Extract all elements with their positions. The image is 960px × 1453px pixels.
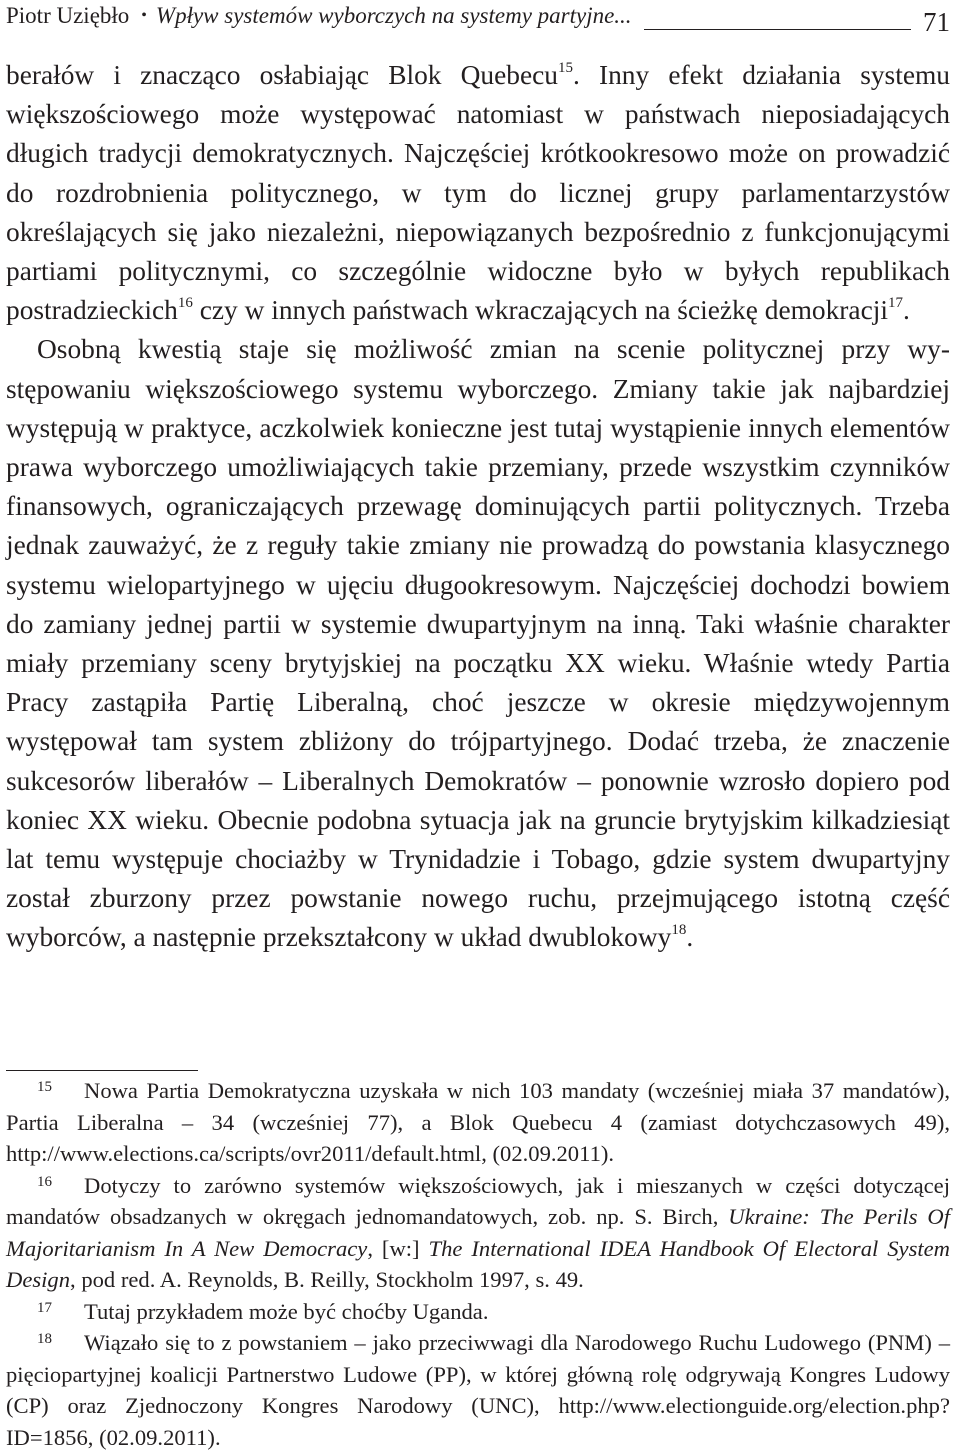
footnote-17: 17 Tutaj przykładem może być choćby Uganda. (37, 1298, 489, 1324)
footnote-text: Tutaj przykładem może być choćby Uganda. (84, 1298, 489, 1324)
footnote-text: Nowa Partia Demokratyczna uzyskała w nich 103 mandaty (wcześniej miała 37 mandatów), Partia Liberalna – 34 (wcześniej 77), a Blok Quebecu 4 (zamiast dotychczasowych 49), http://www.elections.ca/scripts/ovr2011/default.html, (02.09.2011). (6, 1078, 950, 1166)
footnote-ref-18: 18 (671, 922, 687, 939)
footnote-text-part-a: Dotyczy to zarówno systemów większościowych, jak i mieszanych w części dotyczącej mandatów obsadzanych w okręgach jednomandatowych, zob. np. S. Birch, (6, 1172, 950, 1229)
paragraph-2 (6, 330, 950, 957)
footnote-15: 15 Nowa Partia Demokratyczna uzyskała w nich 103 mandaty (wcześniej miała 37 mandatów), Partia Liberalna – 34 (wcześniej 77), a Blok Quebecu 4 (zamiast dotychczasowych 49), http://www.elections.ca/scripts/ovr2011/default.html, (02.09.2011). (6, 1078, 950, 1166)
running-header (6, 0, 950, 40)
header-author: Piotr Uziębło (6, 3, 130, 28)
footnote-italic-title-a: Ukraine: The Perils Of Majoritarianism In A New Democracy (6, 1204, 950, 1261)
footnote-separator (6, 1070, 198, 1071)
footnote-italic-title-b: The International IDEA Handbook Of Electoral System Design (6, 1235, 950, 1292)
footnote-ref-15: 15 (557, 60, 573, 76)
main-text (6, 56, 950, 958)
footnote-text-part-b: , [w:] (367, 1235, 429, 1261)
paragraph-1-part-a: berałów i znacząco osłabiając Blok Quebecu (6, 60, 558, 90)
paragraph-2-part-b: . (686, 922, 694, 953)
footnote-ref-17: 17 (887, 295, 903, 312)
footnotes (6, 1075, 950, 1453)
footnote-text: Wiązało się to z powstaniem – jako przeciwwagi dla Narodowego Ruchu Ludowego (PNM) – pięciopartyjnej koalicji Partnerstwo Ludowe (PP), w której główną rolę odgrywają Kongres Ludowy (CP) oraz Zjednoczony Kongres Narodowy (UNC), http://www.electionguide.org/election.php?ID=1856, (02.09.2011). (6, 1330, 950, 1450)
bullet-icon: • (141, 7, 147, 24)
header-left (6, 2, 644, 30)
paragraph-2-part-a: Osobną kwestią staje się możliwość zmian na scenie politycznej przy występowaniu większościowego systemu wyborczego. Zmiany takie jak najbardziej występują w praktyce, aczkolwiek konieczne jest tutaj wystąpienie innych elementów prawa wyborczego umożliwiających takie przemiany, przede wszystkim czynników finansowych, ograniczających przewagę dominujących partii politycznych. Trzeba jednak zauważyć, że z reguły takie zmiany nie prowadzą do powstania klasycznego systemu wielopartyjnego w ujęciu długookresowym. Najczęściej dochodzi bowiem do zamiany jednej partii w systemie dwupartyjnym na inną. Taki właśnie charakter miały przemiany sceny brytyjskiej na początku XX wieku. Właśnie wtedy Partia Pracy zastąpiła Partię Liberalną, choć jeszcze w okresie międzywojennym występował tam system zbliżony do trójpartyjnego. Dodać trzeba, że znaczenie sukcesorów liberałów – Liberalnych Demokratów – ponownie wzrosło dopiero pod koniec XX wieku. Obecnie podobna sytuacja jak na gruncie brytyjskim kilkadziesiąt lat temu występuje chociażby w Trynidadzie i Tobago, gdzie system dwupartyjny został zburzony przez powstanie nowego ruchu, przejmującego istotną część wyborców, a następnie przekształcony w układ dwublokowy (6, 334, 950, 953)
header-title: Wpływ systemów wyborczych na systemy partyjne... (155, 3, 632, 28)
paragraph-1 (6, 56, 950, 330)
paragraph-1-part-b: . Inny efekt działania systemu większościowego może występować natomiast w państwach nieposiadających długich tradycji demokratycznych. Najczęściej krótkookresowo może on prowadzić do rozdrobnienia politycznego, w tym do licznej grupy parlamentarzystów określających się jako niezależni, niepowiązanych bezpośrednio z funkcjonującymi partiami politycznymi, co szczególnie widoczne było w byłych republikach postradzieckich (6, 60, 950, 326)
footnote-text-part-c: , pod red. A. Reynolds, B. Reilly, Stockholm 1997, s. 49. (70, 1267, 584, 1292)
paragraph-1-part-d: . (902, 295, 910, 326)
footnote-16: 16 Dotyczy to zarówno systemów większościowych, jak i mieszanych w części dotyczącej mandatów obsadzanych w okręgach jednomandatowych, zob. np. S. Birch, Ukraine: The Perils Of Majoritarianism In A New Democracy, [w:] The International IDEA Handbook Of Electoral System Design, pod red. A. Reynolds, B. Reilly, Stockholm 1997, s. 49. (6, 1172, 950, 1292)
paragraph-1-part-c: czy w innych państwach wkraczających na ścieżkę demokracji (192, 295, 888, 326)
footnote-18: 18 Wiązało się to z powstaniem – jako przeciwwagi dla Narodowego Ruchu Ludowego (PNM) – pięciopartyjnej koalicji Partnerstwo Ludowe (PP), w której główną rolę odgrywają Kongres Ludowy (CP) oraz Zjednoczony Kongres Narodowy (UNC), http://www.electionguide.org/election.php?ID=1856, (02.09.2011). (6, 1330, 950, 1450)
footnote-ref-16: 16 (177, 295, 193, 312)
page-number: 71 (911, 8, 950, 36)
